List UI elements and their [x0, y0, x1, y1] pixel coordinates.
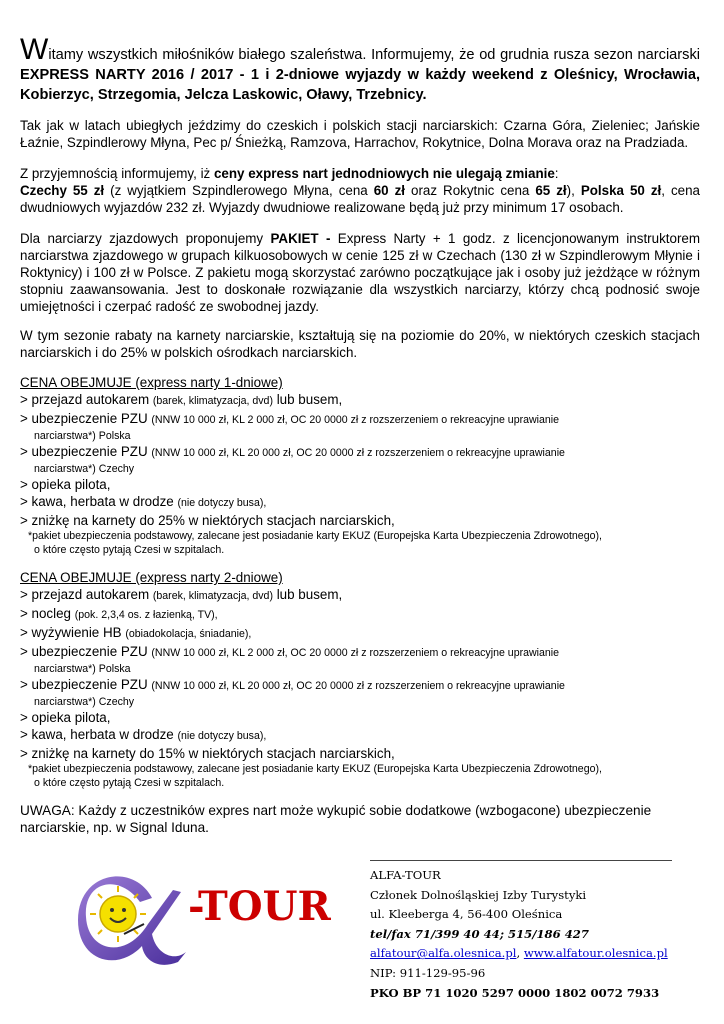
prices-colon: : — [554, 166, 559, 181]
list-item-end: lub busem, — [272, 587, 343, 602]
list-item — [20, 676, 700, 695]
company-member: Członek Dolnośląskiej Izby Turystyki — [370, 887, 587, 902]
company-name: ALFA-TOUR — [370, 868, 441, 882]
list-item-text: > ubezpieczenie PZU — [20, 644, 152, 659]
company-phone: tel/fax 71/399 40 44; 515/186 427 — [370, 926, 589, 941]
list-one-day — [20, 374, 700, 557]
company-bank: PKO BP 71 1020 5297 0000 1802 0072 7933 — [370, 985, 660, 1000]
list-item-detail: (barek, klimatyzacja, dvd) — [152, 395, 273, 407]
intro-paragraph — [20, 33, 700, 105]
footer-divider — [370, 860, 672, 861]
links-separator: , — [516, 946, 524, 961]
prices-text-g: oraz Rokytnic cena — [405, 183, 536, 198]
company-address: ul. Kleeberga 4, 56-400 Oleśnica — [370, 907, 563, 922]
list-item — [20, 391, 700, 410]
list-item-sub: narciarstwa*) Polska — [34, 663, 131, 675]
list-item-detail: (pok. 2,3,4 os. z łazienką, TV), — [74, 609, 218, 621]
list-item-text: > przejazd autokarem — [20, 392, 153, 407]
list-item — [20, 726, 700, 745]
drop-cap: W — [20, 33, 49, 66]
insurance-note: *pakiet ubezpieczenia podstawowy, zalecane jest posiadanie karty EKUZ (Europejska Karta Ubezpieczenia Zdrowotnego), — [28, 763, 602, 775]
list-two-day — [20, 569, 700, 790]
list-item — [20, 605, 700, 624]
price-czech: Czechy 55 zł — [20, 183, 105, 198]
company-links — [370, 944, 668, 964]
list-item — [20, 624, 700, 643]
intro-text: itamy wszystkich miłośników białego szaleństwa. Informujemy, że od grudnia rusza sezon narciarski — [48, 47, 700, 63]
discounts-paragraph: W tym sezonie rabaty na karnety narciarskie, kształtują się na poziomie do 20%, w niektórych czeskich stacjach narciarskich i do 25% w polskich ośrodkach narciarskich. — [20, 328, 700, 360]
prices-paragraph — [20, 165, 700, 216]
list-item-text: > kawa, herbata w drodze — [20, 727, 178, 742]
list-item-sub: narciarstwa*) Czechy — [34, 696, 135, 708]
list-item-end: lub busem, — [272, 392, 343, 407]
list-item-text: > ubezpieczenie PZU — [20, 444, 152, 459]
email-link[interactable]: alfatour@alfa.olesnica.pl — [370, 946, 517, 961]
price-rokytnice: 65 zł — [535, 183, 567, 198]
package-text: Express Narty + 1 godz. z licencjonowanym instruktorem narciarstwa zjazdowego w grupach kilkuosobowych w cenie 125 zł w Czechach (130 zł w Szpindlerowym Młynie i Roktynicy) i 100 zł w Polsce. Z pakietu mogą skorzystać zarówno początkujące jak i osoby już jeżdżące w różnym stopniu zaawansowania. Jest to doskonałe rozwiązanie dla wszystkich narciarzy, którzy chcą podnosić swoje umiejętności i czerpać radość ze swobodnej jazdy. — [20, 231, 700, 314]
list-item-detail: (barek, klimatyzacja, dvd) — [152, 590, 273, 602]
list-item-text: > ubezpieczenie PZU — [20, 411, 152, 426]
logo-text: -TOUR — [188, 883, 331, 930]
price-szpindler: 60 zł — [373, 183, 406, 198]
insurance-note: *pakiet ubezpieczenia podstawowy, zalecane jest posiadanie karty EKUZ (Europejska Karta Ubezpieczenia Zdrowotnego), — [28, 530, 602, 542]
insurance-note-cont: o które często pytają Czesi w szpitalach. — [34, 777, 225, 789]
list-item-text: > ubezpieczenie PZU — [20, 677, 152, 692]
list-item-text: > przejazd autokarem — [20, 587, 153, 602]
list-item — [20, 443, 700, 462]
list-item-detail: (nie dotyczy busa), — [177, 497, 267, 509]
prices-text-i: ), — [566, 183, 581, 198]
list-item-detail: (NNW 10 000 zł, KL 20 000 zł, OC 20 0000 zł z rozszerzeniem o rekreacyjne uprawianie — [151, 680, 565, 692]
list-item — [20, 643, 700, 662]
list-item: > zniżkę na karnety do 25% w niektórych stacjach narciarskich, — [20, 513, 395, 528]
insurance-note-cont: o które często pytają Czesi w szpitalach. — [34, 544, 225, 556]
list-item-detail: (NNW 10 000 zł, KL 2 000 zł, OC 20 0000 zł z rozszerzeniem o rekreacyjne uprawianie — [151, 414, 560, 426]
list-item: > opieka pilota, — [20, 477, 111, 492]
list-item: > zniżkę na karnety do 15% w niektórych stacjach narciarskich, — [20, 746, 395, 761]
list-two-day-heading: CENA OBEJMUJE (express narty 2-dniowe) — [20, 570, 283, 585]
company-nip: NIP: 911-129-95-96 — [370, 965, 486, 980]
list-item — [20, 410, 700, 429]
prices-intro: Z przyjemnością informujemy, iż — [20, 166, 214, 181]
package-intro: Dla narciarzy zjazdowych proponujemy — [20, 231, 271, 246]
list-item: > opieka pilota, — [20, 710, 111, 725]
list-item-detail: (NNW 10 000 zł, KL 2 000 zł, OC 20 0000 zł z rozszerzeniem o rekreacyjne uprawianie — [151, 647, 560, 659]
list-item — [20, 586, 700, 605]
prices-text-e: (z wyjątkiem Szpindlerowego Młyna, cena — [104, 183, 374, 198]
prices-unchanged: ceny express nart jednodniowych nie ulegają zmianie — [213, 166, 555, 181]
website-link[interactable]: www.alfatour.olesnica.pl — [523, 946, 668, 961]
document-body — [20, 33, 700, 836]
list-item-detail: (obiadokolacja, śniadanie), — [125, 628, 252, 640]
list-item-sub: narciarstwa*) Czechy — [34, 463, 135, 475]
list-item-text: > wyżywienie HB — [20, 625, 126, 640]
intro-bold-text: EXPRESS NARTY 2016 / 2017 - 1 i 2-dniowe wyjazdy w każdy weekend z Oleśnicy, Wrocławia, Kobierzyc, Strzegomia, Jelcza Laskowic, Oławy, Trzebnicy. — [20, 67, 700, 103]
list-item-sub: narciarstwa*) Polska — [34, 430, 131, 442]
list-item-text: > nocleg — [20, 606, 75, 621]
alfa-tour-logo — [78, 862, 331, 972]
stations-paragraph: Tak jak w latach ubiegłych jeździmy do czeskich i polskich stacji narciarskich: Czarna Góra, Zieleniec; Jańskie Łaźnie, Szpindlerowy Młyna, Pec p/ Śnieżką, Ramzova, Harrachov, Rokytnice, Dolna Morava oraz na Pradziada. — [20, 118, 700, 150]
prices-text-k: , cena dwudniowych wyjazdów 232 zł. Wyjazdy dwudniowe realizowane będą już przy minimum 17 osobach. — [20, 183, 700, 215]
package-label: PAKIET - — [270, 231, 331, 246]
sun-icon — [100, 896, 136, 932]
list-item — [20, 493, 700, 512]
list-one-day-heading: CENA OBEJMUJE (express narty 1-dniowe) — [20, 375, 283, 390]
list-item-detail: (NNW 10 000 zł, KL 20 000 zł, OC 20 0000 zł z rozszerzeniem o rekreacyjne uprawianie — [151, 447, 565, 459]
package-paragraph — [20, 230, 700, 315]
price-poland: Polska 50 zł — [580, 183, 662, 198]
warning-paragraph: UWAGA: Każdy z uczestników expres nart może wykupić sobie dodatkowe (wzbogacone) ubezpieczenie narciarskie, np. w Signal Iduna. — [20, 803, 652, 835]
list-item-text: > kawa, herbata w drodze — [20, 494, 178, 509]
company-info — [370, 866, 668, 1003]
list-item-detail: (nie dotyczy busa), — [177, 730, 267, 742]
